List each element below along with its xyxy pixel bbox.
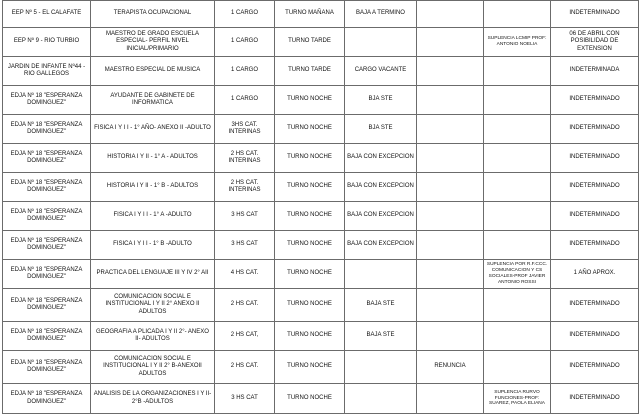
substitution-cell	[484, 1, 551, 28]
substitution-cell	[484, 322, 551, 351]
school-cell: EDJA Nº 18 "ESPERANZA DOMINGUEZ"	[3, 115, 91, 144]
resignation-cell	[417, 384, 484, 414]
shift-cell: TURNO MAÑANA	[275, 1, 345, 28]
duration-cell: INDETERMINADO	[551, 173, 639, 202]
position-cell: FISICA I Y I I - 1° A -ADULTO	[91, 202, 215, 231]
resignation-cell	[417, 322, 484, 351]
substitution-cell	[484, 202, 551, 231]
position-cell: COMUNICACION SOCIAL E INSTITUCIONAL I Y II 2° B-ANEXOII ADULTOS	[91, 351, 215, 384]
status-cell	[345, 260, 417, 289]
duration-cell: INDETERMINADO	[551, 115, 639, 144]
status-cell: BAJA CON EXCEPCION	[345, 202, 417, 231]
hours-cell: 2 HS CAT.	[215, 289, 275, 322]
substitution-cell: SUPLENCIA LCMIP PROF: ANTONIO NOELIA	[484, 28, 551, 57]
table-row	[3, 86, 639, 115]
substitution-cell	[484, 173, 551, 202]
school-cell: EDJA Nº 18 "ESPERANZA DOMINGUEZ"	[3, 289, 91, 322]
shift-cell: TURNO NOCHE	[275, 260, 345, 289]
table-row	[3, 202, 639, 231]
duration-cell: INDETERMINADO	[551, 144, 639, 173]
status-cell: BAJA STE	[345, 322, 417, 351]
duration-cell: 06 DE ABRIL CON POSIBILIDAD DE EXTENSION	[551, 28, 639, 57]
hours-cell: 2 HS CAT,	[215, 322, 275, 351]
resignation-cell	[417, 28, 484, 57]
shift-cell: TURNO NOCHE	[275, 231, 345, 260]
position-cell: ANALISIS DE LA ORGANIZACIONES I Y II- 2°B -ADULTOS	[91, 384, 215, 414]
status-cell: BAJA CON EXCEPCION	[345, 144, 417, 173]
shift-cell: TURNO NOCHE	[275, 144, 345, 173]
school-cell: EDJA Nº 18 "ESPERANZA DOMINGUEZ"	[3, 231, 91, 260]
duration-cell: INDETERMINADO	[551, 289, 639, 322]
hours-cell: 3 HS CAT	[215, 202, 275, 231]
table-row	[3, 384, 639, 414]
shift-cell: TURNO NOCHE	[275, 322, 345, 351]
substitution-cell	[484, 86, 551, 115]
position-cell: HISTORIA I Y II - 1° B - ADULTOS	[91, 173, 215, 202]
table-row	[3, 115, 639, 144]
table-row	[3, 322, 639, 351]
resignation-cell	[417, 289, 484, 322]
resignation-cell	[417, 115, 484, 144]
shift-cell: TURNO NOCHE	[275, 384, 345, 414]
substitution-cell	[484, 351, 551, 384]
hours-cell: 1 CARGO	[215, 1, 275, 28]
school-cell: EDJA Nº 18 "ESPERANZA DOMINGUEZ"	[3, 322, 91, 351]
status-cell: BAJA A TERMINO	[345, 1, 417, 28]
table-row	[3, 144, 639, 173]
hours-cell: 1 CARGO	[215, 86, 275, 115]
table-row	[3, 57, 639, 86]
position-cell: GEOGRAFIA A PLICADA I Y II 2°- ANEXO II- ADULTOS	[91, 322, 215, 351]
hours-cell: 3 HS CAT	[215, 384, 275, 414]
duration-cell: INDETERMINADO	[551, 231, 639, 260]
shift-cell: TURNO NOCHE	[275, 202, 345, 231]
resignation-cell	[417, 231, 484, 260]
vacancy-table	[2, 0, 639, 414]
position-cell: FISICA I Y I I - 1° AÑO- ANEXO II -ADULTO	[91, 115, 215, 144]
duration-cell: INDETERMINADO	[551, 351, 639, 384]
substitution-cell	[484, 57, 551, 86]
resignation-cell	[417, 57, 484, 86]
position-cell: AYUDANTE DE GABINETE DE INFORMATICA	[91, 86, 215, 115]
school-cell: EDJA Nº 18 "ESPERANZA DOMINGUEZ"	[3, 144, 91, 173]
hours-cell: 1 CARGO	[215, 28, 275, 57]
position-cell: PRACTICA DEL LENGUAJE III Y IV 2° AII	[91, 260, 215, 289]
hours-cell: 3HS CAT. INTERINAS	[215, 115, 275, 144]
hours-cell: 4 HS CAT.	[215, 260, 275, 289]
duration-cell: INDETERMINADO	[551, 322, 639, 351]
status-cell	[345, 28, 417, 57]
duration-cell: 1 AÑO APROX.	[551, 260, 639, 289]
position-cell: COMUNICACION SOCIAL E INSTITUCIONAL I Y II 2° ANEXO II ADULTOS	[91, 289, 215, 322]
hours-cell: 2 HS CAT.	[215, 351, 275, 384]
substitution-cell	[484, 289, 551, 322]
table-row	[3, 231, 639, 260]
table-row	[3, 1, 639, 28]
school-cell: EEP Nº 5 - EL CALAFATE	[3, 1, 91, 28]
shift-cell: TURNO NOCHE	[275, 86, 345, 115]
shift-cell: TURNO NOCHE	[275, 115, 345, 144]
school-cell: EEP Nº 9 - RIO TURBIO	[3, 28, 91, 57]
position-cell: HISTORIA I Y II - 1° A - ADULTOS	[91, 144, 215, 173]
status-cell	[345, 351, 417, 384]
school-cell: EDJA Nº 18 "ESPERANZA DOMINGUEZ"	[3, 173, 91, 202]
hours-cell: 2 HS CAT. INTERINAS	[215, 144, 275, 173]
status-cell: BJA STE	[345, 115, 417, 144]
school-cell: EDJA Nº 18 "ESPERANZA DOMINGUEZ"	[3, 202, 91, 231]
duration-cell: INDETERMINADO	[551, 384, 639, 414]
position-cell: TERAPISTA OCUPACIONAL	[91, 1, 215, 28]
status-cell: CARGO VACANTE	[345, 57, 417, 86]
table-body	[3, 1, 639, 414]
status-cell: BJA STE	[345, 86, 417, 115]
substitution-cell: SUPLENCIA RURVO FUNCIONES-PROF: SUAREZ, PAOLA ELIANA	[484, 384, 551, 414]
hours-cell: 1 CARGO	[215, 57, 275, 86]
status-cell	[345, 384, 417, 414]
school-cell: EDJA Nº 18 "ESPERANZA DOMINGUEZ"	[3, 351, 91, 384]
table-row	[3, 28, 639, 57]
shift-cell: TURNO NOCHE	[275, 351, 345, 384]
status-cell: BAJA CON EXCEPCION	[345, 173, 417, 202]
position-cell: MAESTRO DE GRADO ESCUELA ESPECIAL- PERFIL NIVEL INICIAL/PRIMARIO	[91, 28, 215, 57]
table-row	[3, 351, 639, 384]
substitution-cell	[484, 144, 551, 173]
hours-cell: 3 HS CAT	[215, 231, 275, 260]
resignation-cell: RENUNCIA	[417, 351, 484, 384]
table-row	[3, 173, 639, 202]
status-cell: BAJA CON EXCEPCION	[345, 231, 417, 260]
school-cell: EDJA Nº 18 "ESPERANZA DOMINGUEZ"	[3, 86, 91, 115]
school-cell: EDJA Nº 18 "ESPERANZA DOMINGUEZ"	[3, 260, 91, 289]
shift-cell: TURNO NOCHE	[275, 289, 345, 322]
school-cell: JARDIN DE INFANTE Nº44 - RIO GALLEGOS	[3, 57, 91, 86]
duration-cell: INDETERMINADO	[551, 86, 639, 115]
duration-cell: INDETERMINADO	[551, 202, 639, 231]
status-cell: BAJA STE	[345, 289, 417, 322]
position-cell: MAESTRO ESPECIAL DE MUSICA	[91, 57, 215, 86]
resignation-cell	[417, 173, 484, 202]
resignation-cell	[417, 86, 484, 115]
school-cell: EDJA Nº 18 "ESPERANZA DOMINGUEZ"	[3, 384, 91, 414]
duration-cell: INDETERMINADO	[551, 1, 639, 28]
resignation-cell	[417, 144, 484, 173]
shift-cell: TURNO NOCHE	[275, 173, 345, 202]
hours-cell: 2 HS CAT. INTERINAS	[215, 173, 275, 202]
position-cell: FISICA I Y I I - 1° B -ADULTO	[91, 231, 215, 260]
shift-cell: TURNO TARDE	[275, 28, 345, 57]
table-row	[3, 289, 639, 322]
substitution-cell	[484, 115, 551, 144]
resignation-cell	[417, 260, 484, 289]
table-row	[3, 260, 639, 289]
resignation-cell	[417, 1, 484, 28]
substitution-cell: SUPLENCIA POR R.F.CCC. COMUNICACION Y CS SOCIALES-PROF JAVIER ANTONIO ROSSI	[484, 260, 551, 289]
resignation-cell	[417, 202, 484, 231]
shift-cell: TURNO TARDE	[275, 57, 345, 86]
duration-cell: INDETERMINADA	[551, 57, 639, 86]
substitution-cell	[484, 231, 551, 260]
